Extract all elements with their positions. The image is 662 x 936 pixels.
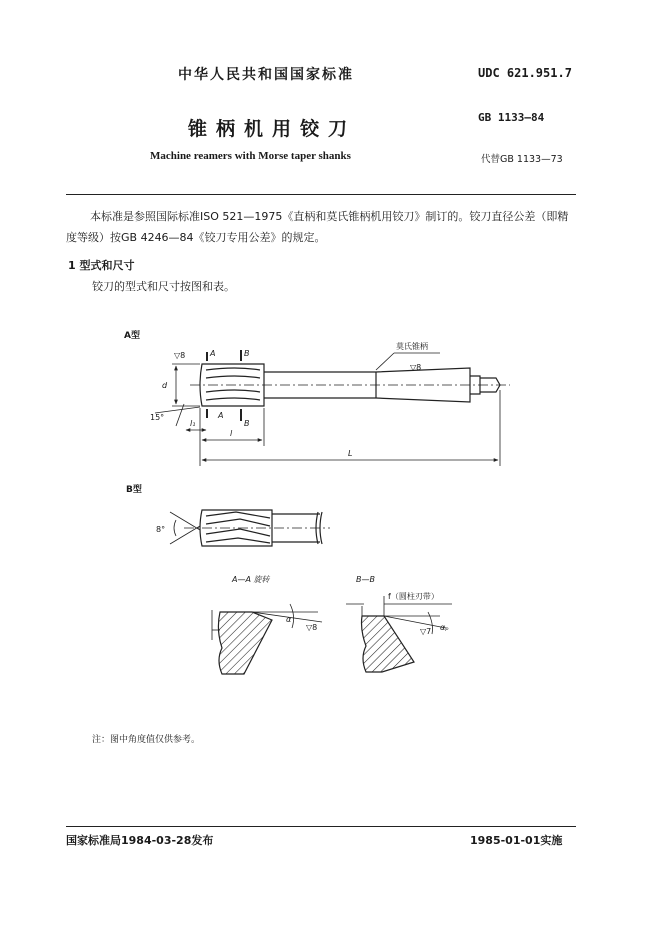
section-1-heading: 1 型式和尺寸 — [68, 259, 135, 272]
type-a-label: A型 — [124, 331, 140, 341]
f-land-label: f（圆柱刃带） — [388, 592, 439, 601]
document-title: 锥柄机用铰刀 — [188, 118, 357, 140]
finish-mark-diameter: ▽8 — [174, 351, 186, 360]
footer-divider — [66, 826, 576, 827]
section-aa-view — [212, 604, 322, 674]
udc-code: UDC 621.951.7 — [478, 66, 572, 80]
document-title-english: Machine reamers with Morse taper shanks — [150, 150, 351, 162]
angle-15-label: 15° — [150, 413, 165, 422]
dim-l-label: l — [230, 429, 233, 438]
morse-taper-label: 莫氏锥柄 — [396, 342, 428, 351]
section-bb-view — [346, 596, 452, 672]
issued-date: 国家标准局1984-03-28发布 — [66, 834, 214, 847]
section-1-text: 铰刀的型式和尺寸按图和表。 — [92, 280, 235, 293]
section-b-mark-bottom: B — [244, 419, 250, 428]
finish-mark-shank: ▽8 — [410, 363, 422, 372]
view-aa-label: A—A 旋转 — [232, 575, 270, 584]
dim-L-label: L — [348, 449, 353, 458]
figure-note: 注：图中角度值仅供参考。 — [92, 735, 201, 745]
dim-l1-label: l₁ — [190, 419, 196, 428]
gb-code: GB 1133—84 — [478, 111, 545, 124]
type-a-dimensions — [155, 350, 510, 466]
finish-mark-bb: ▽7 — [420, 627, 432, 636]
angle-8-label: 8° — [156, 525, 166, 534]
alpha-label: α — [286, 615, 292, 624]
section-a-mark-bottom: A — [218, 411, 224, 420]
section-b-mark-top: B — [244, 349, 250, 358]
finish-mark-aa: ▽8 — [306, 623, 318, 632]
intro-paragraph: 本标准是参照国际标准ISO 521—1975《直柄和莫氏锥柄机用铰刀》制订的。铰刀直径公差（即精度等级）按GB 4246—84《铰刀专用公差》的规定。 — [66, 210, 569, 244]
effective-date: 1985-01-01实施 — [470, 834, 563, 847]
section-a-mark-top: A — [210, 349, 216, 358]
replaces-note: 代替GB 1133—73 — [481, 154, 563, 165]
type-b-label: B型 — [126, 485, 142, 495]
view-bb-label: B—B — [356, 575, 375, 584]
dim-d-label: d — [162, 381, 168, 390]
standard-name: 中华人民共和国国家标准 — [178, 67, 354, 83]
alpha-p-label: αₚ — [440, 623, 449, 632]
